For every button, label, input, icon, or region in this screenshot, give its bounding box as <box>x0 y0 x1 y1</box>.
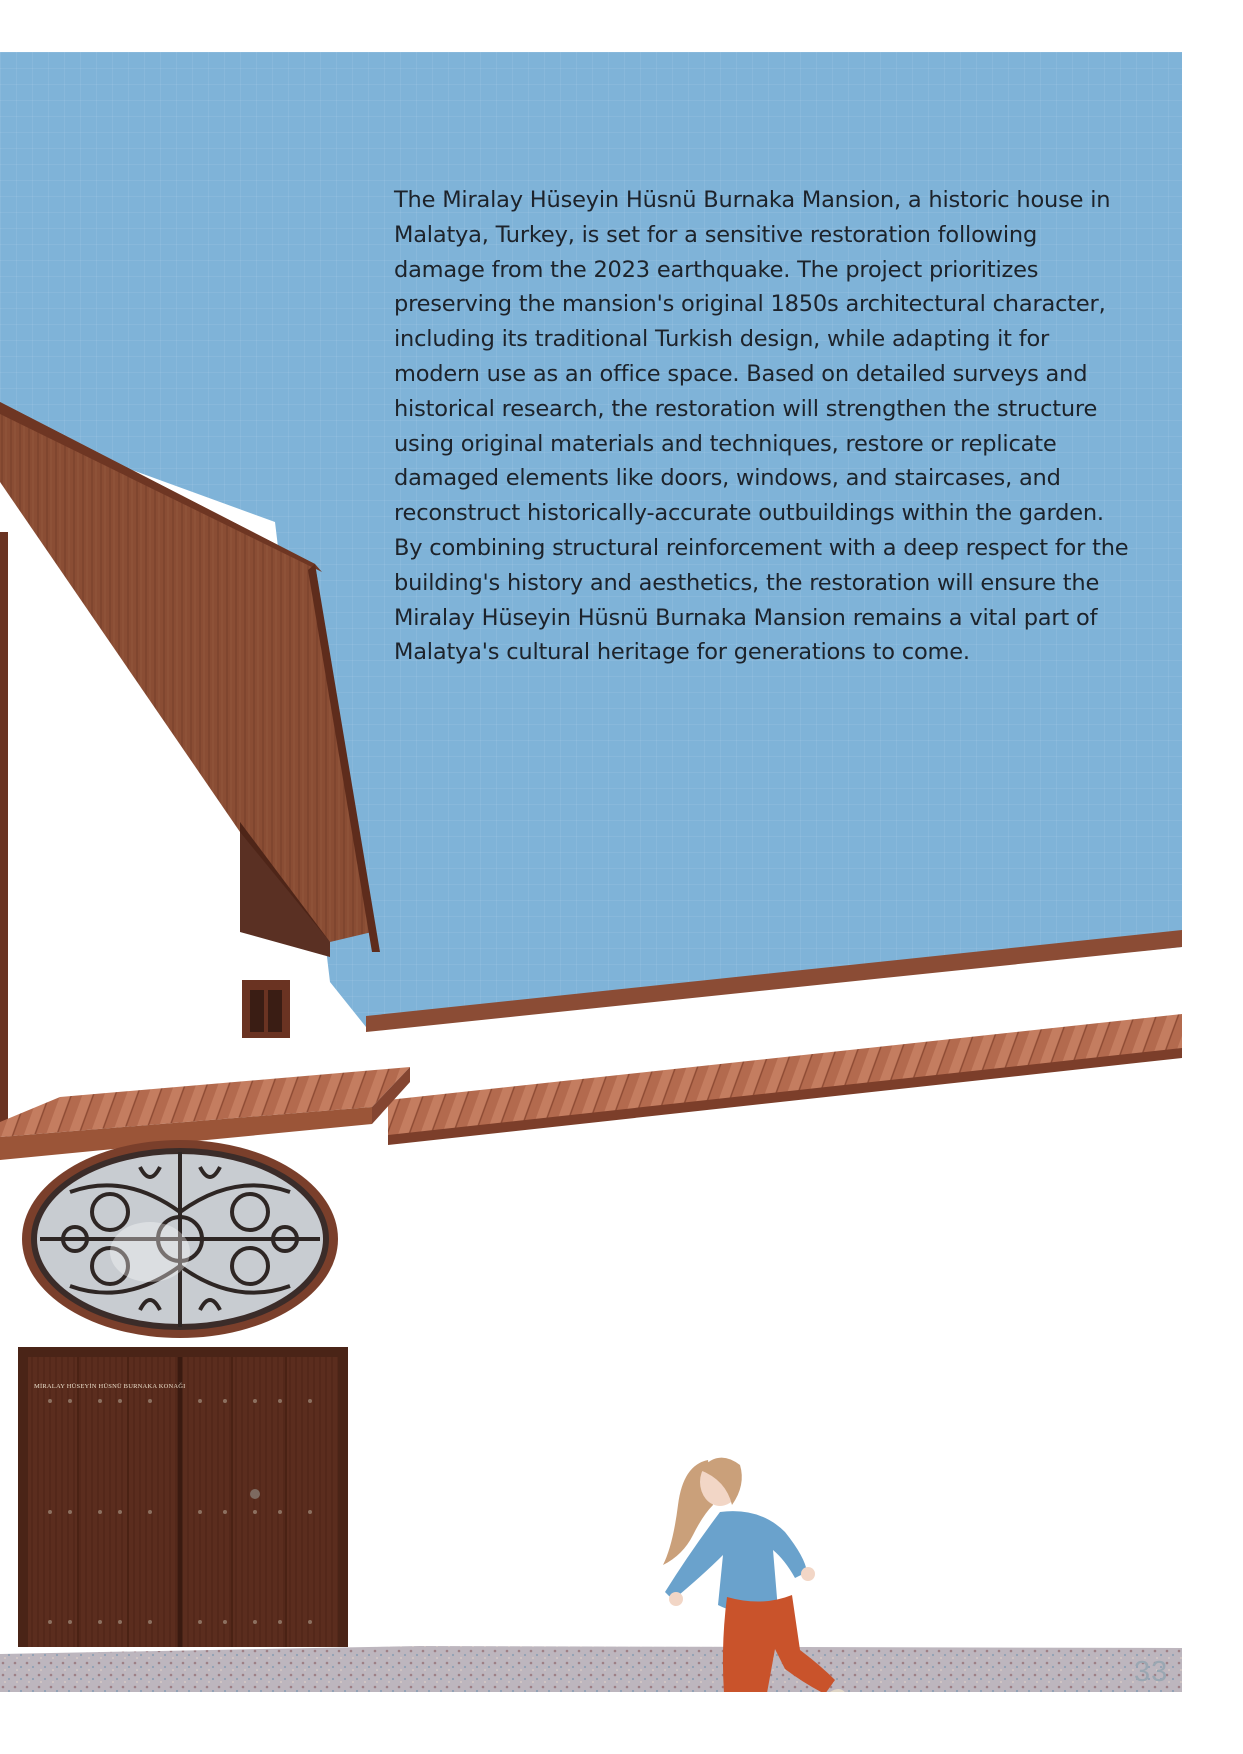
page-number: 33 <box>1134 1656 1169 1688</box>
article-paragraph: The Miralay Hüseyin Hüsnü Burnaka Mansion, a historic house in Malatya, Turkey, is set for a sensitive restoration following damage from the 2023 earthquake. The project prioritizes preserving the mansion's original 1850s architectural character, including its traditional Turkish design, while adapting it for modern use as an office space. Based on detailed surveys and historical research, the restoration will strengthen the structure using original materials and techniques, restore or replicate damaged elements like doors, windows, and staircases, and reconstruct historically-accurate outbuildings within the garden. By combining structural reinforcement with a deep respect for the building's history and aesthetics, the restoration will ensure the Miralay Hüseyin Hüsnü Burnaka Mansion remains a vital part of Malatya's cultural heritage for generations to come. <box>394 187 1129 666</box>
upper-window <box>242 980 290 1038</box>
gravel-ground <box>0 1646 1182 1692</box>
oval-ironwork-window <box>22 1140 338 1338</box>
door-plaque-inscription: MİRALAY HÜSEYİN HÜSNÜ BURNAKA KONAĞI <box>34 1383 186 1390</box>
wooden-double-door <box>18 1347 348 1647</box>
